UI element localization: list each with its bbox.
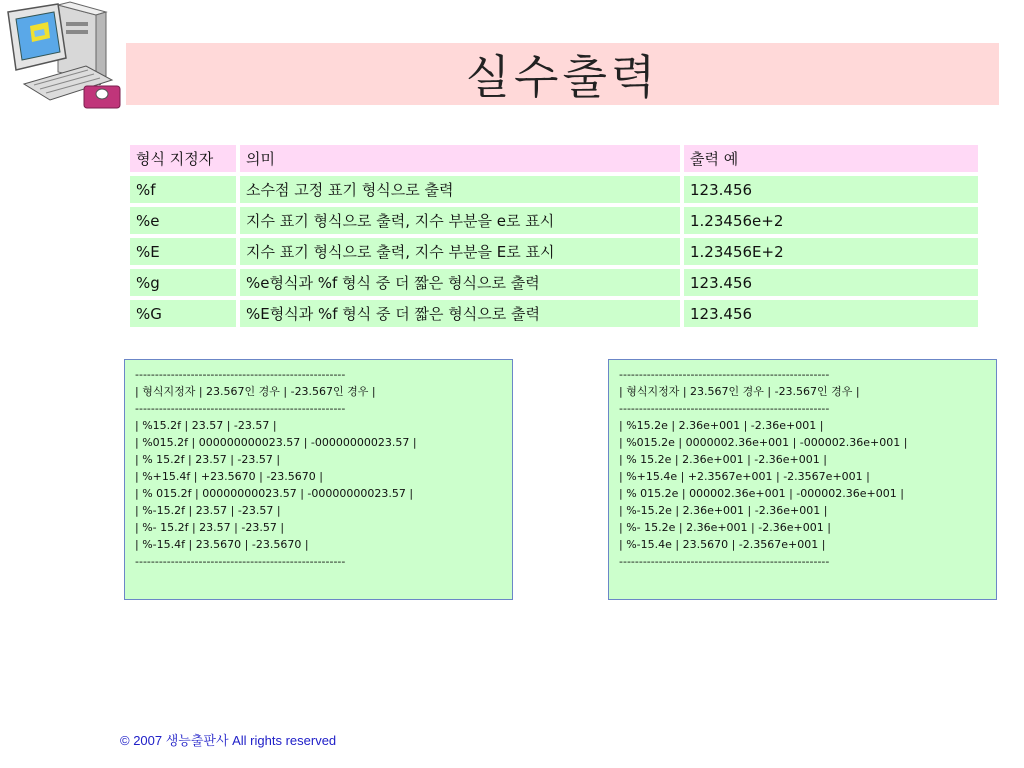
code-line: | %015.2e | 0000002.36e+001 | -000002.36e+001 | xyxy=(619,436,908,449)
cell-example: 123.456 xyxy=(684,269,978,296)
code-line: ----------------------------------------------------- xyxy=(619,368,830,381)
table-row xyxy=(130,207,978,234)
code-line: ----------------------------------------------------- xyxy=(619,555,830,568)
fixed-output-box xyxy=(124,359,513,600)
table-row xyxy=(130,238,978,265)
code-line: | %015.2f | 000000000023.57 | -00000000023.57 | xyxy=(135,436,417,449)
cell-meaning: 지수 표기 형식으로 출력, 지수 부분을 E로 표시 xyxy=(240,238,680,265)
cell-example: 1.23456E+2 xyxy=(684,238,978,265)
page-title: 실수출력 xyxy=(465,50,660,104)
cell-specifier: %g xyxy=(130,269,236,296)
computer-clipart-icon xyxy=(0,0,125,112)
cell-meaning: %E형식과 %f 형식 중 더 짧은 형식으로 출력 xyxy=(240,300,680,327)
copyright-footer: © 2007 생능출판사 All rights reserved xyxy=(120,733,337,748)
cell-example: 123.456 xyxy=(684,176,978,203)
cell-meaning: 소수점 고정 표기 형식으로 출력 xyxy=(240,176,680,203)
code-line: | %- 15.2f | 23.57 | -23.57 | xyxy=(135,521,285,534)
code-line: | %-15.2f | 23.57 | -23.57 | xyxy=(135,504,281,517)
cell-specifier: %e xyxy=(130,207,236,234)
cell-meaning: %e형식과 %f 형식 중 더 짧은 형식으로 출력 xyxy=(240,269,680,296)
format-specifier-table xyxy=(126,141,982,331)
cell-example: 1.23456e+2 xyxy=(684,207,978,234)
code-line: | % 015.2f | 00000000023.57 | -00000000023.57 | xyxy=(135,487,414,500)
code-line: | %15.2f | 23.57 | -23.57 | xyxy=(135,419,277,432)
code-line: ----------------------------------------------------- xyxy=(135,368,346,381)
cell-specifier: %G xyxy=(130,300,236,327)
header-specifier: 형식 지정자 xyxy=(130,145,236,172)
code-line: | %15.2e | 2.36e+001 | -2.36e+001 | xyxy=(619,419,824,432)
code-line: | 형식지정자 | 23.567인 경우 | -23.567인 경우 | xyxy=(619,385,860,398)
cell-meaning: 지수 표기 형식으로 출력, 지수 부분을 e로 표시 xyxy=(240,207,680,234)
code-line: | %-15.2e | 2.36e+001 | -2.36e+001 | xyxy=(619,504,828,517)
code-line: | %- 15.2e | 2.36e+001 | -2.36e+001 | xyxy=(619,521,831,534)
cell-specifier: %f xyxy=(130,176,236,203)
header-meaning: 의미 xyxy=(240,145,680,172)
code-line: | %-15.4e | 23.5670 | -2.3567e+001 | xyxy=(619,538,826,551)
code-line: ----------------------------------------------------- xyxy=(619,402,830,415)
code-line: | %+15.4f | +23.5670 | -23.5670 | xyxy=(135,470,323,483)
table-header-row xyxy=(130,145,978,172)
code-line: | %+15.4e | +2.3567e+001 | -2.3567e+001 | xyxy=(619,470,870,483)
cell-example: 123.456 xyxy=(684,300,978,327)
code-line: | 형식지정자 | 23.567인 경우 | -23.567인 경우 | xyxy=(135,385,376,398)
code-line: ----------------------------------------------------- xyxy=(135,555,346,568)
table-row xyxy=(130,269,978,296)
header-example: 출력 예 xyxy=(684,145,978,172)
table-row xyxy=(130,176,978,203)
title-bar xyxy=(126,43,999,105)
code-line: | % 015.2e | 000002.36e+001 | -000002.36e+001 | xyxy=(619,487,904,500)
code-line: ----------------------------------------------------- xyxy=(135,402,346,415)
code-line: | % 15.2e | 2.36e+001 | -2.36e+001 | xyxy=(619,453,827,466)
code-line: | %-15.4f | 23.5670 | -23.5670 | xyxy=(135,538,309,551)
code-line: | % 15.2f | 23.57 | -23.57 | xyxy=(135,453,281,466)
exponent-output-box xyxy=(608,359,997,600)
cell-specifier: %E xyxy=(130,238,236,265)
table-row xyxy=(130,300,978,327)
